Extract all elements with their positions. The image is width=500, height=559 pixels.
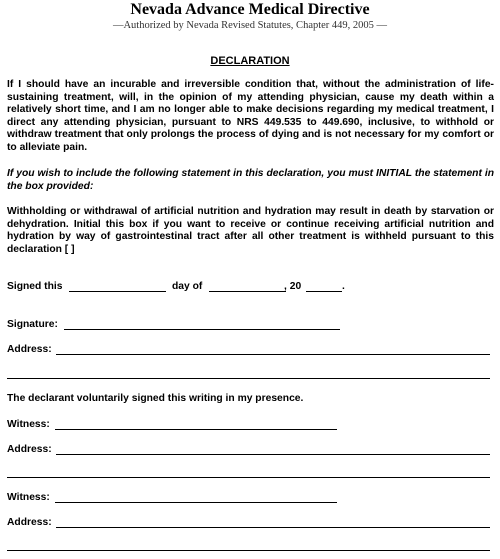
witness-2-label: Witness: <box>7 492 50 503</box>
signature-field[interactable] <box>64 329 340 330</box>
witness-1-address-field[interactable] <box>56 454 490 455</box>
signed-day-field[interactable] <box>69 291 166 292</box>
address-field-line2[interactable] <box>7 378 490 379</box>
witness-1-field[interactable] <box>55 429 337 430</box>
address-label: Address: <box>7 344 52 355</box>
witness-1-address-line2[interactable] <box>7 477 490 478</box>
declaration-paragraph: If I should have an incurable and irreversible condition that, without the administration of life-sustaining treatment, will, in the opinion of my attending physician, cause my death within a relatively short time, and I am no longer able to make decisions regarding my medical treatment, I direct any attending physician, pursuant to NRS 449.535 to 449.690, inclusive, to withhold or withdraw treatment that only prolongs the process of dying and is not necessary for my comfort or to alleviate pain. <box>7 79 494 153</box>
signed-month-field[interactable] <box>209 291 286 292</box>
nutrition-statement: Withholding or withdrawal of artificial nutrition and hydration may result in death by starvation or dehydration. Initial this box if you want to receive or continue receiving artificial nutrition and hydration by way of gastrointestinal tract after all other treatment is withheld pursuant to this declaration [ ] <box>7 206 494 255</box>
document-subtitle: —Authorized by Nevada Revised Statutes, Chapter 449, 2005 — <box>112 20 388 31</box>
witness-1-address-label: Address: <box>7 444 52 455</box>
initial-instruction: If you wish to include the following statement in this declaration, you must INITIAL the statement in the box provided: <box>7 168 494 192</box>
signed-this-label: Signed this <box>7 281 63 292</box>
document-title: Nevada Advance Medical Directive <box>130 1 370 18</box>
signed-year-field[interactable] <box>306 291 342 292</box>
signed-end: . <box>342 281 345 292</box>
witness-2-field[interactable] <box>55 502 337 503</box>
year-prefix-label: , 20 <box>284 281 302 292</box>
witness-2-address-label: Address: <box>7 517 52 528</box>
witness-statement: The declarant voluntarily signed this writing in my presence. <box>7 393 304 404</box>
declaration-heading: DECLARATION <box>210 55 290 67</box>
address-field[interactable] <box>56 354 490 355</box>
day-of-label: day of <box>172 281 203 292</box>
witness-2-address-field[interactable] <box>56 527 490 528</box>
witness-1-label: Witness: <box>7 419 50 430</box>
witness-2-address-line2[interactable] <box>7 550 490 551</box>
signature-label: Signature: <box>7 319 58 330</box>
